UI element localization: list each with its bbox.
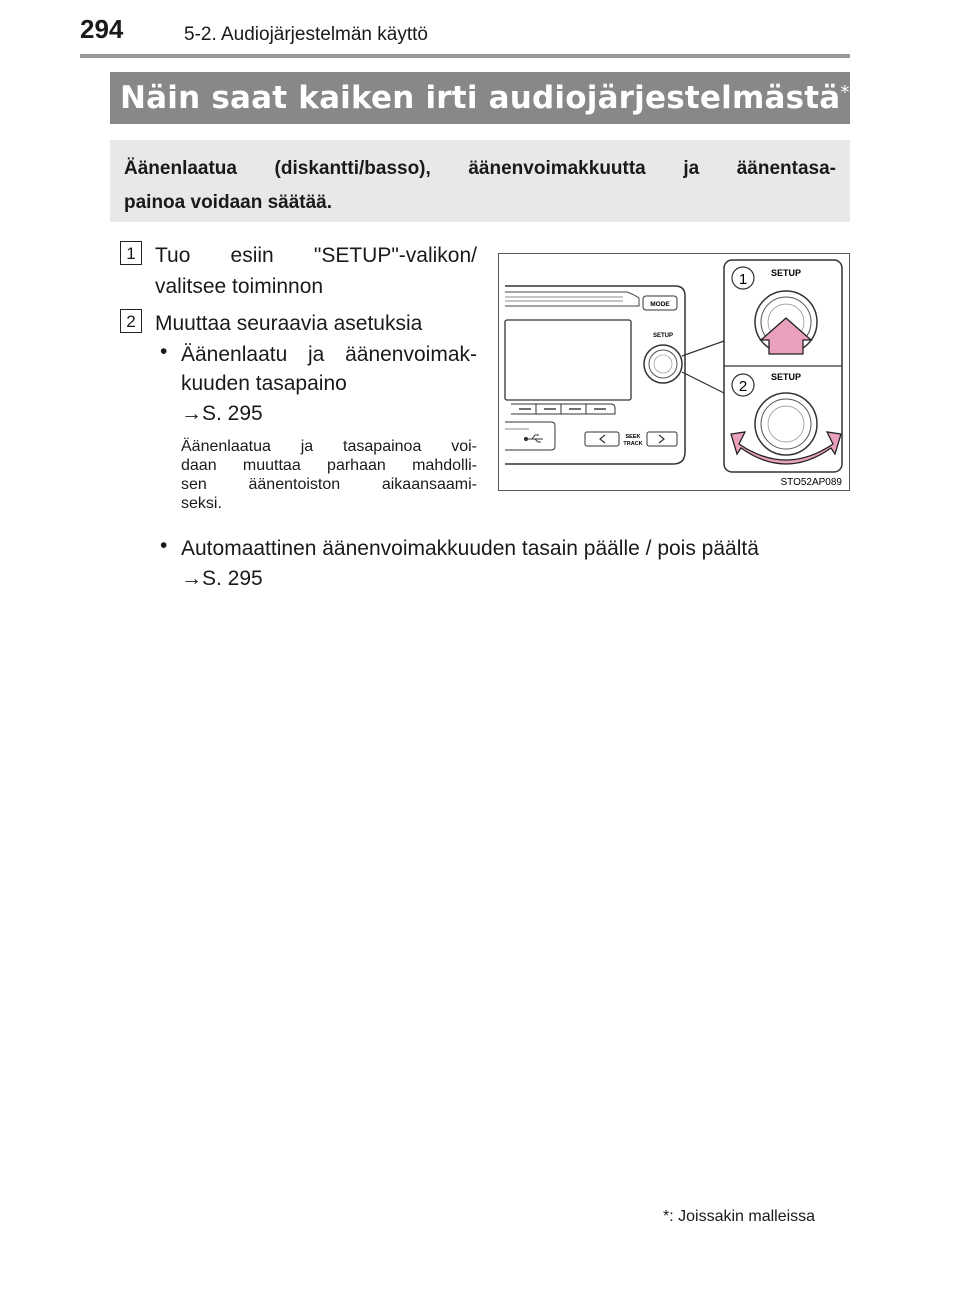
bullet-2-text: Automaattinen äänenvoimakkuuden tasain päälle / pois päältä [181, 537, 759, 560]
intro-box [110, 140, 850, 222]
page-title-text: Näin saat kaiken irti audiojärjestelmästä [120, 80, 841, 116]
intro-text [124, 152, 836, 220]
usb-icon [524, 435, 543, 442]
page-title [120, 80, 850, 116]
intro-line-2: painoa voidaan säätää. [124, 192, 333, 213]
panel-setup-label: SETUP [652, 333, 674, 339]
note-line-3: sen äänentoiston aikaansaami- [181, 476, 477, 493]
section-title: 5-2. Audiojärjestelmän käyttö [184, 24, 428, 45]
callout-1-setup-label: SETUP [770, 268, 802, 278]
bullet-dot: • [160, 340, 168, 363]
page-number: 294 [80, 14, 124, 44]
figure-code: STO52AP089 [780, 477, 842, 488]
bullet-2-ref: →S. 295 [181, 567, 263, 590]
bullet-1-line-1: Äänenlaatu ja äänenvoimak- [181, 343, 477, 366]
title-asterisk: * [840, 82, 850, 103]
mode-label: MODE [650, 301, 670, 308]
note-line-2: daan muuttaa parhaan mahdolli- [181, 457, 477, 474]
step-1-line-1: Tuo esiin "SETUP"-valikon/ [155, 244, 477, 267]
bullet-1-line-2: kuuden tasapaino [181, 372, 347, 395]
header-rule [80, 54, 850, 58]
figure-audio-panel [498, 253, 850, 491]
note-line-1: Äänenlaatua ja tasapainoa voi- [181, 438, 477, 455]
bullet-1-ref: →S. 295 [181, 402, 263, 425]
note-line-4: seksi. [181, 495, 222, 512]
step-2-text: Muuttaa seuraavia asetuksia [155, 312, 423, 335]
callout-2-number: 2 [738, 378, 748, 395]
title-banner [110, 72, 850, 124]
step-badge-1: 1 [120, 241, 142, 265]
callout-2-setup-label: SETUP [770, 372, 802, 382]
track-label: TRACK [623, 441, 643, 447]
step-badge-2: 2 [120, 309, 142, 333]
step-1-line-2: valitsee toiminnon [155, 275, 324, 298]
footnote [663, 1208, 815, 1226]
callout-1-number: 1 [738, 271, 748, 288]
footnote-text: : Joissakin malleissa [669, 1208, 816, 1225]
footnote-symbol: * [663, 1208, 670, 1225]
intro-line-1: Äänenlaatua (diskantti/basso), äänenvoimakkuutta ja äänentasa- [124, 158, 836, 179]
audio-panel-illustration [499, 254, 848, 489]
seek-label: SEEK [625, 434, 641, 440]
bullet-dot: • [160, 534, 168, 557]
